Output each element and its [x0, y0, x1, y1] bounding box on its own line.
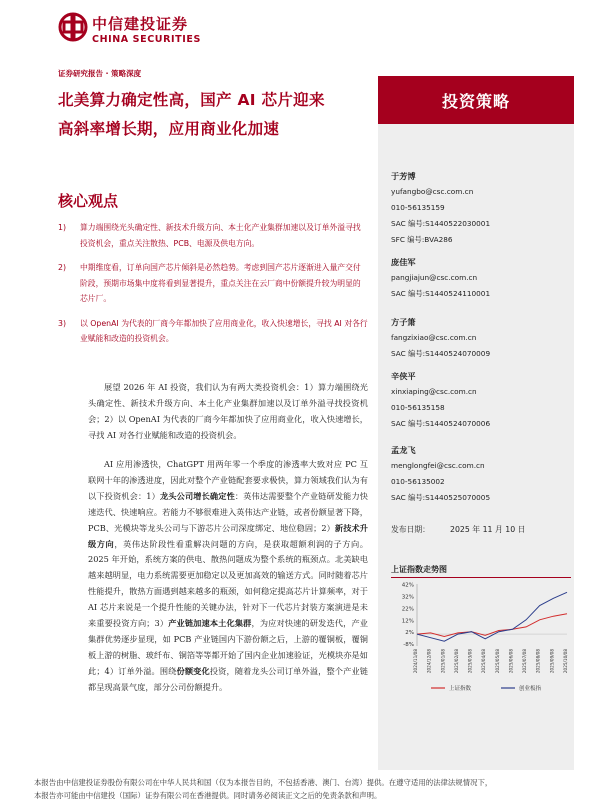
x-tick-label: 2025/05/08	[494, 649, 500, 674]
analyst-email[interactable]: fangzixiao@csc.com.cn	[391, 333, 477, 342]
para-span: ，为应对快速的研发迭代，产业集群优势逐步显现，如 PCB 产业链国内下游份额之后，上游的覆铜板，覆铜板上游的树脂、玻纤布、铜箔等等都开始了国内企业加速验证，光模块亦是如此；4）订单外溢。围绕	[88, 618, 368, 676]
y-tick-label: 2%	[405, 630, 414, 637]
analyst-name: 庞佳军	[391, 257, 416, 267]
analyst-name: 于芳博	[391, 171, 416, 181]
category-banner: 投资策略	[378, 76, 574, 124]
para-span: 投资，随着龙头公司订单外溢，整个产业链都呈现高景气度，部分公司份额提升。	[88, 665, 368, 692]
para-span: ：英伟达需要整个产业链研发能力快速迭代、快速响应。若能力不够很难进入英伟达产业链，或者份额显著下降，PCB、光模块等龙头公司与下游芯片公司深度绑定、地位稳固；2）	[88, 490, 368, 533]
core-point-text: 中期维度看，订单向国产芯片倾斜是必然趋势。考虑到国产芯片逐渐进入量产交付阶段，预期市场集中度将看到显著提升，重点关注在云厂商中份额提升较为明显的芯片厂。	[80, 263, 361, 303]
analyst-phone: 010-56135158	[391, 403, 445, 412]
title-line-1: 北美算力确定性高，国产 AI 芯片迎来	[58, 91, 325, 109]
core-point	[58, 316, 368, 347]
chart-title: 上证指数走势图	[391, 565, 447, 574]
analyst-sac: SAC 编号:S1440522030001	[391, 219, 491, 228]
x-tick-label: 2025/07/08	[522, 649, 528, 674]
x-tick-label: 2025/09/08	[549, 649, 555, 674]
analyst-email[interactable]: menglongfei@csc.com.cn	[391, 461, 485, 470]
core-point-num: 1)	[58, 223, 67, 232]
core-point-text: 算力端围绕光头确定性、新技术升级方向、本土化产业集群加速以及订单外溢寻找投资机会，重点关注散热、PCB、电源及供电方向。	[80, 223, 361, 248]
analyst-list	[391, 168, 569, 512]
analyst-phone: 010-56135159	[391, 203, 445, 212]
analyst-card	[391, 368, 569, 432]
analyst-email[interactable]: xinxiaping@csc.com.cn	[391, 387, 477, 396]
analyst-card	[391, 254, 569, 302]
release-date-label: 发布日期：	[391, 525, 430, 534]
core-views-title: 核心观点	[58, 192, 119, 210]
analyst-sac: SAC 编号:S1440524070009	[391, 349, 491, 358]
logo-name-cn: 中信建投证券	[92, 15, 189, 33]
logo-name-en: CHINA SECURITIES	[92, 34, 201, 45]
report-title	[58, 86, 378, 144]
analyst-name: 辛侠平	[391, 371, 416, 381]
y-tick-label: 42%	[401, 582, 414, 589]
x-tick-label: 2024/12/08	[426, 649, 432, 674]
analyst-card	[391, 314, 569, 362]
core-point	[58, 220, 368, 251]
x-tick-label: 2025/03/08	[467, 649, 473, 674]
x-tick-label: 2025/04/08	[481, 649, 487, 674]
analyst-sac: SAC 编号:S1440524070006	[391, 419, 491, 428]
analyst-card	[391, 442, 569, 506]
para-span: ，英伟达阶段性看重解决问题的方向，是获取超额利润的子方向。2025 年开始，系统方案的供电、散热问题成为整个系统的瓶颈点。北美缺电越来越明显，电力系统需要更加稳定以及更加高效的输送方式。同时随着芯片性能提升，散热方面遇到越来越多的瓶颈，如何稳定提高芯片计算频率，对于 AI 芯片来说是一个提升性能的关键办法，针对下一代芯片封装方案演进是未来重要投资方向；3）	[88, 538, 368, 629]
core-point-num: 3)	[58, 318, 67, 328]
core-point-num: 2)	[58, 263, 67, 272]
y-tick-label: 22%	[401, 606, 414, 613]
x-tick-label: 2024/11/08	[413, 649, 418, 674]
core-point-text: 以 OpenAI 为代表的厂商今年都加快了应用商业化，收入快速增长，寻找 AI 对各行业赋能和改造的投资机会。	[80, 318, 368, 343]
company-logo	[58, 12, 228, 48]
index-trend-chart	[391, 580, 571, 696]
analyst-sfc: SFC 编号:BVA286	[391, 235, 453, 244]
release-date-value: 2025 年 11 月 10 日	[449, 525, 526, 534]
core-views-list	[58, 220, 368, 356]
analyst-card	[391, 168, 569, 248]
legend-label: 创业板指	[519, 686, 542, 692]
y-tick-label: 12%	[401, 618, 414, 625]
emphasis-text: 龙头公司增长确定性	[159, 490, 235, 501]
x-tick-label: 2025/01/08	[440, 649, 446, 674]
footer-line-1: 本报告由中信建投证券股份有限公司在中华人民共和国（仅为本报告目的，不包括香港、澳门、台湾）提供。在遵守适用的法律法规情况下，	[34, 778, 493, 787]
analyst-email[interactable]: yufangbo@csc.com.cn	[391, 187, 474, 196]
release-date	[391, 524, 525, 535]
x-tick-label: 2025/02/08	[453, 649, 459, 674]
analyst-sac: SAC 编号:S1440524110001	[391, 289, 491, 298]
x-tick-label: 2025/08/08	[535, 649, 541, 674]
analyst-sac: SAC 编号:S1440525070005	[391, 493, 491, 502]
para-span: AI 应用渗透快，ChatGPT 用两年零一个季度的渗透率大致对应 PC 互联网十年的渗透进度，因此对整个产业链配套要求极快，算力领域我们认为有以下投资机会：1）	[88, 459, 368, 501]
paragraph-text: 展望 2026 年 AI 投资，我们认为有两大类投资机会：1）算力端围绕光头确定性、新技术升级方向、本土化产业集群加速以及订单外溢寻找投资机会；2）以 OpenAI 为代表的厂商今年都加快了应用商业化，收入快速增长，寻找 AI 对各行业赋能和改造的投资机会。	[88, 382, 368, 440]
emphasis-text: 产业链加速本土化集群	[168, 618, 252, 629]
series-line	[417, 614, 567, 637]
emphasis-text: 新技术升级方向	[88, 522, 368, 549]
y-tick-label: -8%	[403, 642, 414, 649]
y-tick-label: 32%	[401, 594, 414, 601]
core-point	[58, 260, 368, 307]
body-paragraph-1	[88, 380, 368, 444]
chart-rule	[391, 577, 571, 578]
analyst-email[interactable]: pangjiajun@csc.com.cn	[391, 273, 478, 282]
paragraph-text	[88, 457, 368, 696]
emphasis-text: 份额变化	[176, 665, 210, 676]
disclaimer-footer	[34, 776, 574, 802]
x-tick-label: 2025/10/08	[563, 649, 568, 674]
body-paragraph-2	[88, 457, 368, 696]
legend-label: 上证指数	[449, 686, 472, 692]
report-label: 证券研究报告 · 策略深度	[58, 69, 142, 78]
analyst-name: 方子箫	[391, 317, 416, 327]
logo-icon	[58, 12, 88, 42]
x-tick-label: 2025/06/08	[508, 649, 514, 674]
title-line-2: 高斜率增长期，应用商业化加速	[58, 120, 280, 138]
analyst-phone: 010-56135002	[391, 477, 445, 486]
footer-line-2: 本报告亦可能由中信建投（国际）证券有限公司在香港提供。同时请务必阅读正文之后的免责条款和声明。	[34, 791, 382, 800]
analyst-name: 孟龙飞	[391, 445, 416, 455]
